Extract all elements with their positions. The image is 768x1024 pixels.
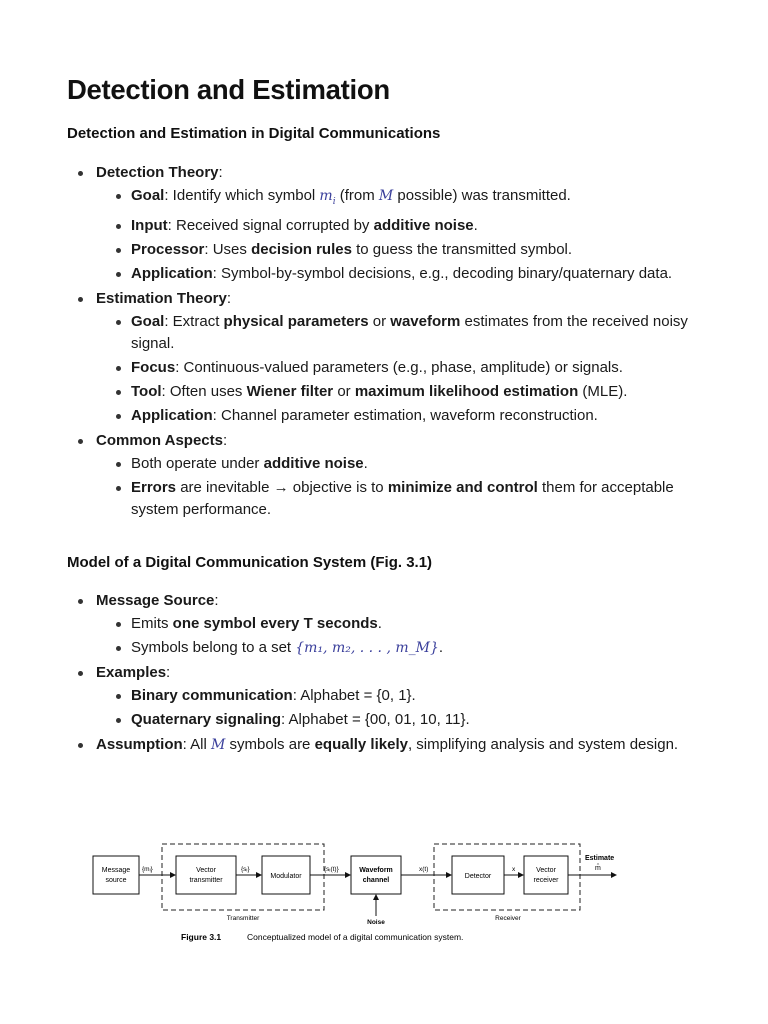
message-source-block [93, 856, 139, 894]
list-item-detection-theory: Detection Theory: Goal: Identify which symbol $m_i$ (from M possible) was transmitted. Input: Received signal corrupted by additive noise. Processor: Uses decision rules to guess the transmitted symbol. Application: Symbol-by-symbol decisions, e.g., decoding binary/quaternary data. [67, 162, 707, 285]
svg-text:channel: channel [362, 877, 390, 884]
section-heading-detection-estimation: Detection and Estimation in Digital Communications [67, 125, 441, 142]
svg-text:Detector: Detector [464, 873, 492, 880]
list-item-quaternary: Quaternary signaling: Alphabet = {00, 01, 10, 11}. [96, 709, 707, 731]
svg-text:Message: Message [101, 867, 131, 874]
list-item-goal: Goal: Identify which symbol $m_i$ (from M possible) was transmitted. [96, 185, 707, 213]
svg-text:Estimate: Estimate [585, 855, 615, 862]
svg-text:Waveform: Waveform [359, 867, 393, 874]
svg-text:Noise: Noise [367, 919, 385, 926]
svg-text:transmitter: transmitter [189, 877, 223, 884]
list-item-errors: Errors are inevitable → objective is to minimize and control them for acceptable system performance. [96, 477, 707, 521]
list-item-additive-noise: Both operate under additive noise. [96, 453, 707, 475]
svg-text:m̂: m̂ [595, 865, 601, 872]
svg-text:source: source [105, 877, 127, 884]
svg-text:Vector: Vector [536, 867, 556, 874]
list-item-estimation-theory: Estimation Theory: Goal: Extract physical parameters or waveform estimates from the received noisy signal. Focus: Continuous-valued parameters (e.g., phase, amplitude) or signals. Tool: Often uses Wiener filter or maximum likelihood estimation (MLE). Application: Channel parameter estimation, waveform reconstruction. [67, 288, 707, 427]
figure-caption-label: Figure 3.1 [181, 932, 222, 942]
page-title: Detection and Estimation [67, 74, 390, 105]
list-item-assumption: Assumption: All M symbols are equally likely, simplifying analysis and system design. [67, 734, 707, 756]
svg-text:{sᵢ}: {sᵢ} [241, 866, 250, 873]
list-item-processor: Processor: Uses decision rules to guess the transmitted symbol. [96, 239, 707, 261]
svg-text:{sᵢ(t)}: {sᵢ(t)} [324, 866, 339, 873]
list-item-message-source: Message Source: Emits one symbol every T seconds. Symbols belong to a set {m₁, m₂, . . . , m_M}. [67, 590, 707, 659]
svg-text:{mᵢ}: {mᵢ} [142, 866, 153, 873]
svg-text:Receiver: Receiver [495, 915, 521, 922]
list-item-binary: Binary communication: Alphabet = {0, 1}. [96, 685, 707, 707]
section1-list [67, 162, 707, 524]
list-item-symbol-set: Symbols belong to a set {m₁, m₂, . . . , m_M}. [96, 637, 707, 659]
math-symbol-mi: $m_i$ [319, 188, 336, 207]
svg-text:x: x [512, 866, 516, 873]
svg-text:x(t): x(t) [419, 866, 429, 873]
figure-caption-text: Conceptualized model of a digital communication system. [247, 932, 464, 942]
waveform-channel-block [351, 856, 401, 894]
list-item-emits: Emits one symbol every T seconds. [96, 613, 707, 635]
communication-system-figure [88, 838, 648, 950]
svg-text:Modulator: Modulator [270, 873, 302, 880]
list-item-focus: Focus: Continuous-valued parameters (e.g., phase, amplitude) or signals. [96, 357, 707, 379]
math-symbol-set: {m₁, m₂, . . . , m_M} [295, 640, 439, 656]
svg-text:Vector: Vector [196, 867, 216, 874]
list-item-examples: Examples: Binary communication: Alphabet = {0, 1}. Quaternary signaling: Alphabet = {00, 01, 10, 11}. [67, 662, 707, 731]
svg-text:Transmitter: Transmitter [226, 915, 260, 922]
svg-text:receiver: receiver [533, 877, 559, 884]
vector-transmitter-block [176, 856, 236, 894]
vector-receiver-block [524, 856, 568, 894]
list-item-application: Application: Symbol-by-symbol decisions, e.g., decoding binary/quaternary data. [96, 263, 707, 285]
section2-list [67, 590, 707, 759]
list-item-input: Input: Received signal corrupted by additive noise. [96, 215, 707, 237]
list-item-common-aspects: Common Aspects: Both operate under additive noise. Errors are inevitable → objective is to minimize and control them for acceptable system performance. [67, 430, 707, 521]
list-item-goal: Goal: Extract physical parameters or waveform estimates from the received noisy signal. [96, 311, 707, 355]
list-item-tool: Tool: Often uses Wiener filter or maximum likelihood estimation (MLE). [96, 381, 707, 403]
section-heading-model: Model of a Digital Communication System (Fig. 3.1) [67, 554, 433, 571]
list-item-application: Application: Channel parameter estimation, waveform reconstruction. [96, 405, 707, 427]
